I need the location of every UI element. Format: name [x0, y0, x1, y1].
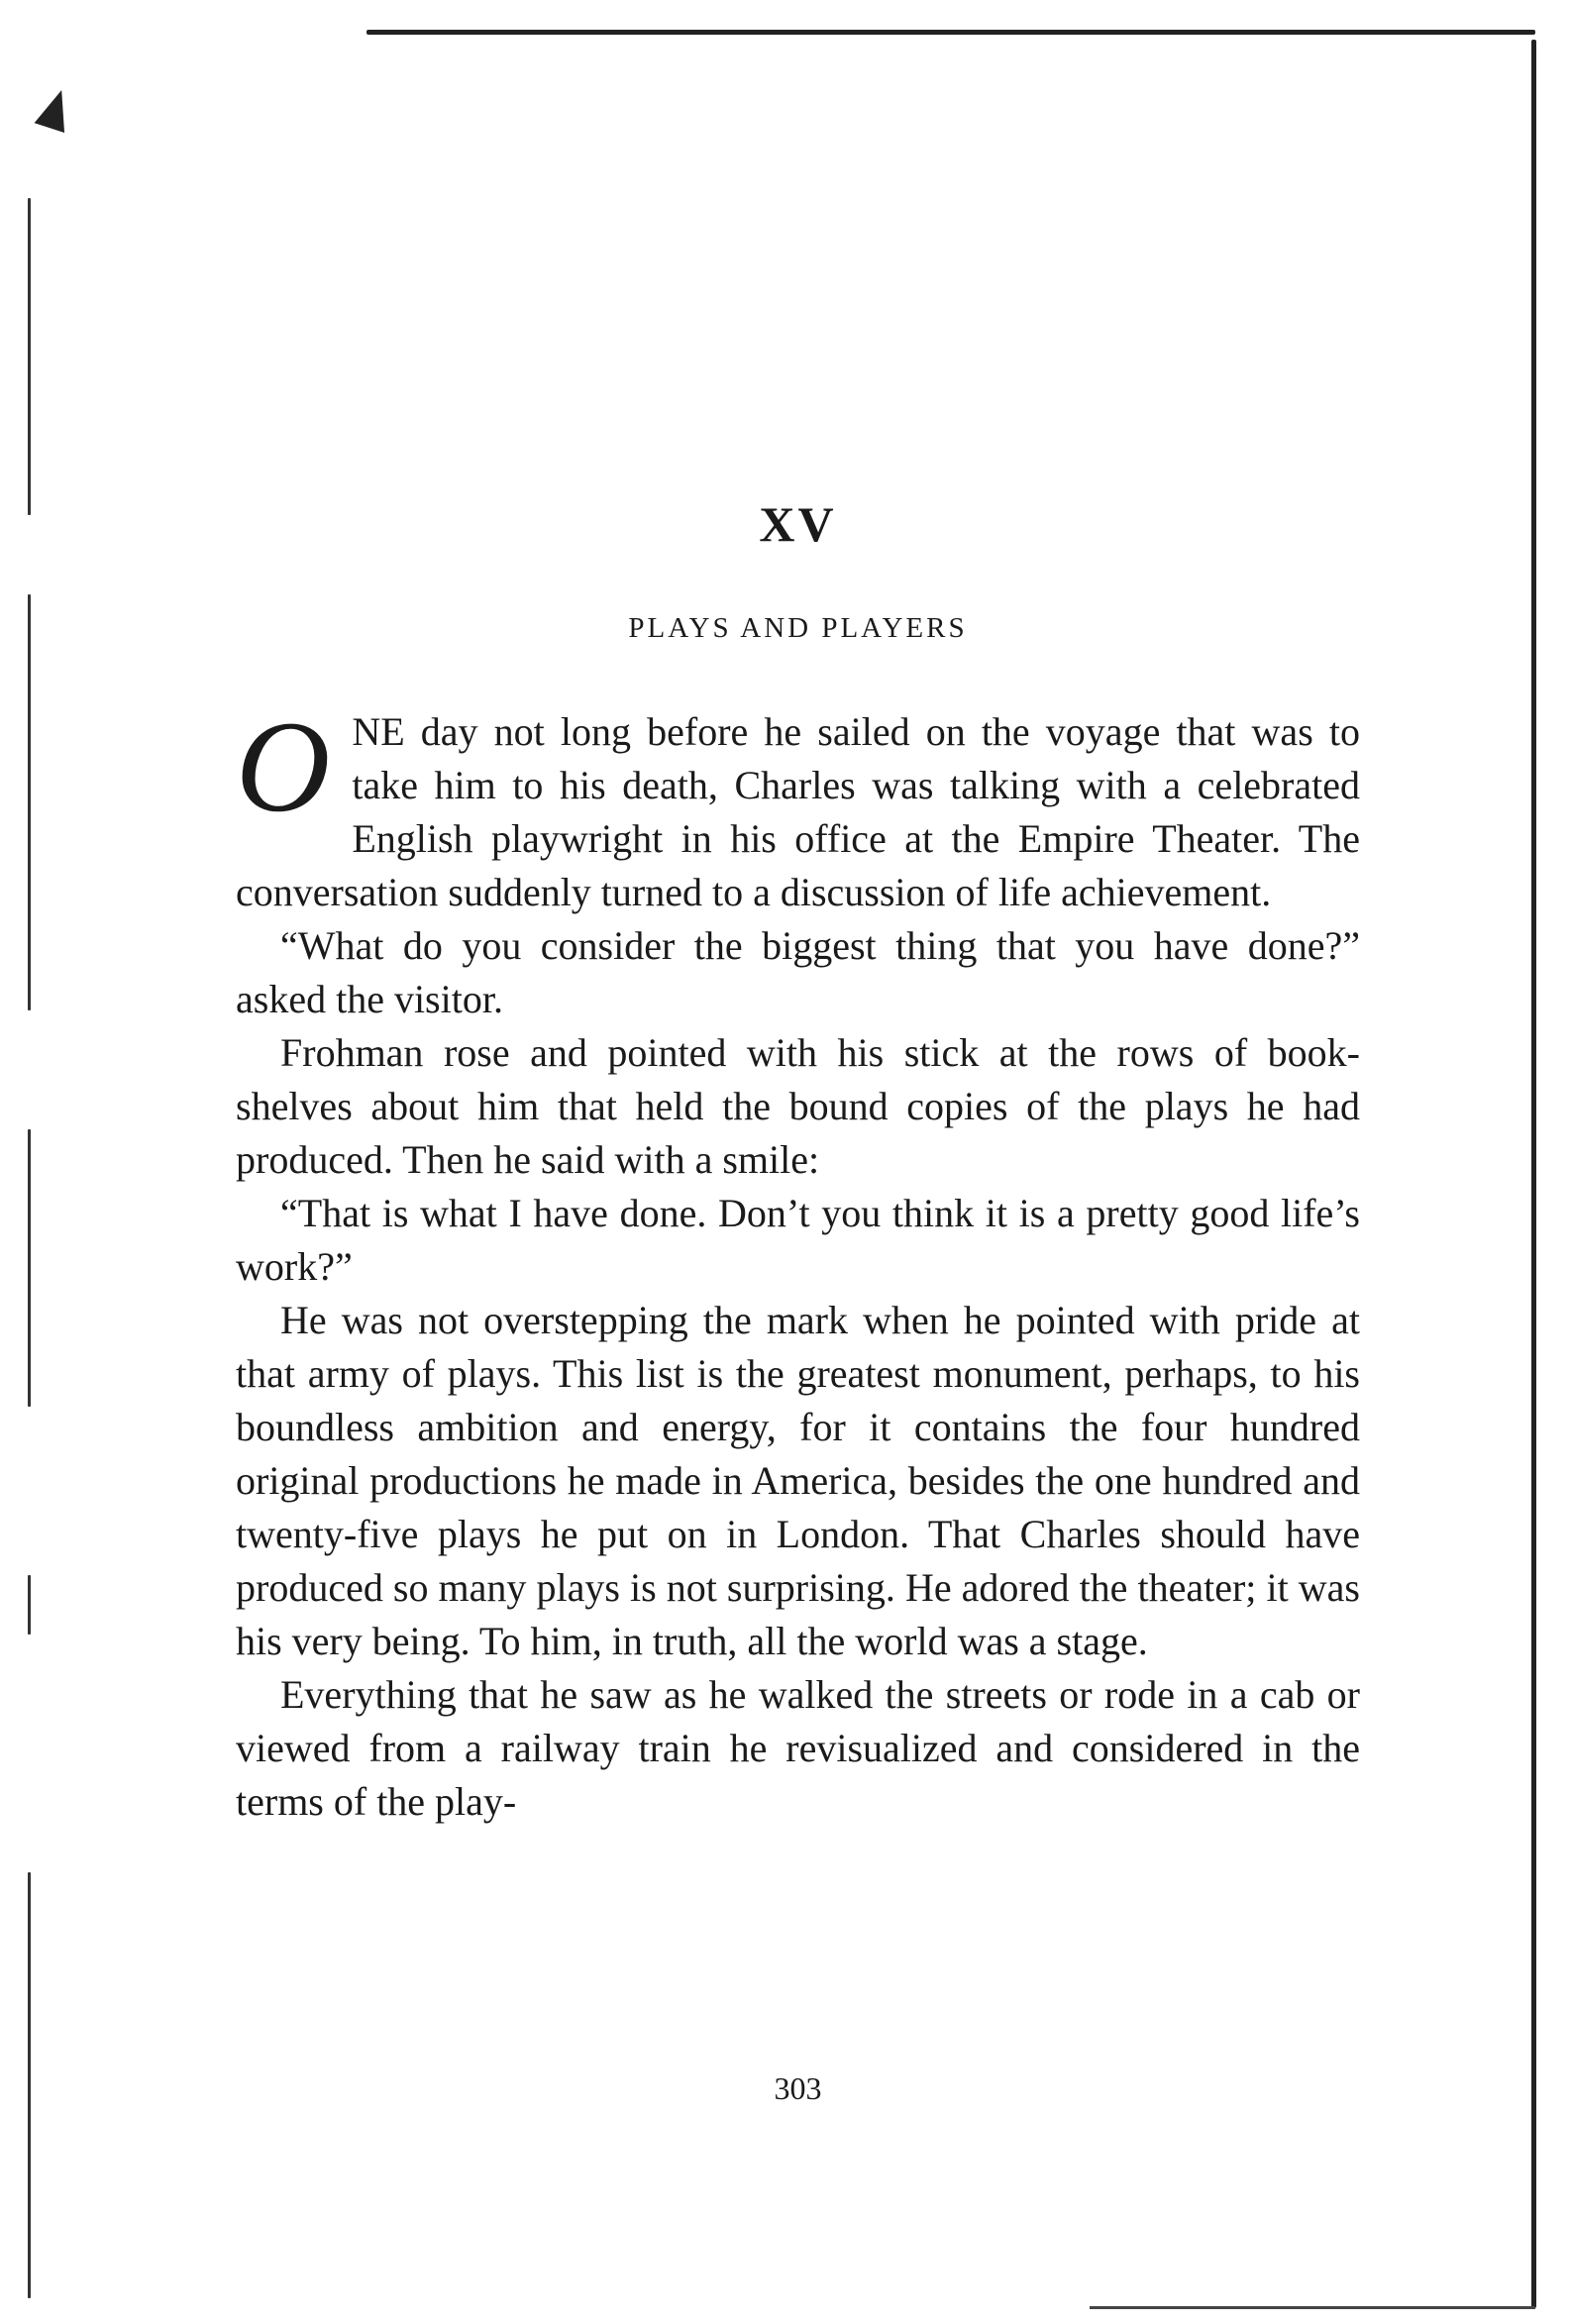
body-text: [236, 693, 1360, 1829]
scan-edge-left: [28, 1129, 31, 1407]
paragraph-1: [236, 693, 1360, 919]
paragraph-6: Everything that he saw as he walked the streets or rode in a cab or viewed from a railway train he revisualized and considered in the terms of the play-: [236, 1672, 1360, 1824]
paragraph-5: He was not overstepping the mark when he pointed with pride at that army of plays. This list is the greatest monument, perhaps, to his boundless ambition and energy, for it contains the four hundred original productions he made in America, besides the one hundred and twenty-five plays he put on in London. That Charles should have produced so many plays is not surprising. He adored the theater; it was his very being. To him, in truth, all the world was a stage.: [236, 1298, 1360, 1663]
corner-mark-icon: [35, 85, 77, 133]
page-number: 303: [774, 2070, 822, 2106]
paragraph-4: “That is what I have done. Don’t you think it is a pretty good life’s work?”: [236, 1191, 1360, 1289]
scan-edge-left: [28, 198, 31, 515]
scan-edge-left: [28, 1575, 31, 1635]
scan-edge-left: [28, 594, 31, 1010]
scan-edge-left: [28, 1872, 31, 2298]
drop-cap: O: [236, 693, 331, 839]
chapter-number: XV: [759, 496, 837, 552]
scan-border-top: [366, 30, 1535, 35]
scan-border-bottom: [1090, 2306, 1535, 2309]
chapter-title: PLAYS AND PLAYERS: [628, 612, 968, 644]
paragraph-2: “What do you consider the biggest thing that you have done?” asked the visitor.: [236, 923, 1360, 1021]
paragraph-3: Frohman rose and pointed with his stick at the rows of book-shelves about him that held the bound copies of the plays he had produced. Then he said with a smile:: [236, 1030, 1360, 1182]
scan-border-right: [1531, 40, 1536, 2308]
paragraph-1-text: NE day not long before he sailed on the voyage that was to take him to his death, Charles was talking with a celebrated English playwright in his office at the Empire Theater. The conversation suddenly turned to a discussion of life achievement.: [236, 709, 1360, 914]
